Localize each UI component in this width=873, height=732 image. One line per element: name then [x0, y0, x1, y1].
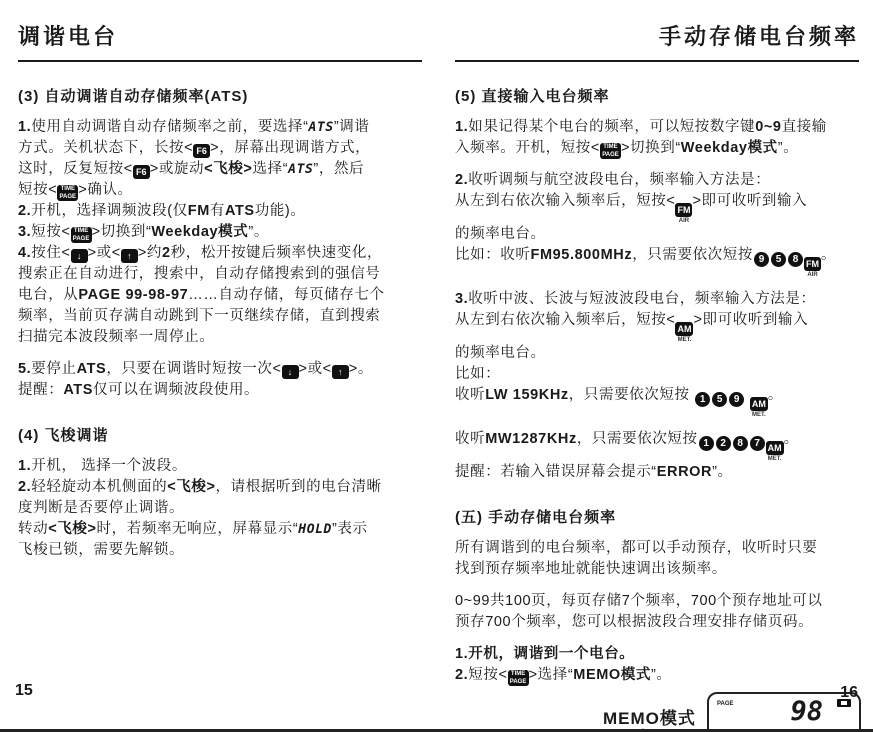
- right-page-title: 手动存储电台频率: [455, 20, 859, 62]
- key-sub-label: AIR: [807, 272, 818, 278]
- digit-key-8: 8: [733, 436, 748, 451]
- text-line: [455, 559, 859, 580]
- text-run: 从左到右依次输入频率后，短按<: [455, 312, 676, 328]
- text-line: [455, 245, 859, 278]
- text-run: 仅可以在调频波段使用。: [93, 382, 260, 398]
- text-run: 的频率电台。: [455, 345, 546, 361]
- key-am-icon: [766, 441, 784, 462]
- text-run: >或旋动: [149, 161, 205, 177]
- digit-key-7: 7: [750, 436, 765, 451]
- key-am-icon: [675, 322, 693, 343]
- text-run: ……自动存储，每页储存七个: [188, 287, 385, 303]
- text-run: ”表示: [332, 521, 368, 537]
- right-page-number: 16: [840, 684, 858, 701]
- text-run: 3.: [455, 291, 469, 307]
- text-run: 时，若频率无响应，屏幕显示“: [96, 521, 299, 537]
- text-run: 1.: [455, 119, 469, 135]
- key-sub-label: MET.: [767, 456, 782, 462]
- text-run: <飞梭>: [48, 521, 97, 537]
- text-run: FM95.800MHz: [530, 247, 633, 263]
- text-run: <飞梭>: [204, 161, 253, 177]
- text-run: ATS: [224, 203, 255, 219]
- key-down-icon: ↓: [282, 365, 299, 379]
- text-line: [455, 170, 859, 191]
- key-sub-label: MET.: [752, 412, 766, 418]
- paragraph: [455, 289, 859, 418]
- text-run: 。: [783, 431, 799, 447]
- text-run: 秒，松开按键后频率快速变化，: [170, 245, 383, 261]
- section-title: (3) 自动调谐自动存储频率(ATS): [18, 88, 249, 105]
- text-run: 如果记得某个电台的频率，可以短按数字键: [468, 119, 756, 135]
- text-line: [18, 222, 422, 243]
- text-run: ”调谐: [333, 119, 370, 135]
- text-line: [18, 201, 422, 222]
- text-run: 使用自动调谐自动存储频率之前，要选择“: [31, 119, 309, 135]
- text-line: [18, 264, 422, 285]
- text-run: >切换到“: [91, 224, 152, 240]
- text-run: 收听调频与航空波段电台，频率输入方法是：: [468, 172, 771, 188]
- text-line: [455, 138, 859, 159]
- paragraph: [18, 359, 422, 401]
- text-line: [455, 224, 859, 245]
- text-run: >。: [348, 361, 373, 377]
- text-run: >确认。: [78, 182, 133, 198]
- text-run: 短按<: [31, 224, 71, 240]
- text-line: [18, 498, 422, 519]
- key-face: AM: [751, 399, 766, 409]
- text-run: ”。: [248, 224, 269, 240]
- key-up-icon: ↑: [332, 365, 349, 379]
- text-run: 转动: [18, 521, 49, 537]
- text-run: 直接输: [781, 119, 827, 135]
- text-run: 有: [209, 203, 225, 219]
- text-run: 1.开机，调谐到一个电台。: [455, 646, 635, 662]
- key-f6-icon: F6: [193, 144, 210, 158]
- text-run: 短按<: [468, 667, 508, 683]
- text-run: 按住<: [31, 245, 71, 261]
- text-line: [18, 117, 422, 138]
- text-line: [18, 306, 422, 327]
- text-run: Weekday模式: [151, 224, 249, 240]
- key-face: AM: [767, 443, 782, 453]
- text-run: 1.: [18, 458, 32, 474]
- text-line: [18, 540, 422, 561]
- text-run: MEMO模式: [573, 667, 651, 683]
- digit-key-9: 9: [729, 392, 744, 407]
- text-run: 0~9: [755, 119, 782, 135]
- text-run: ，只要在调谐时短按一次<: [106, 361, 282, 377]
- text-line: [455, 343, 859, 364]
- text-run: 1.: [18, 119, 32, 135]
- text-run: 选择“: [252, 161, 289, 177]
- lcd-display: [707, 692, 861, 732]
- text-line: [18, 359, 422, 380]
- text-run: 2.: [18, 479, 32, 495]
- digit-key-1: 1: [695, 392, 710, 407]
- text-run: 收听中波、长波与短波波段电台，频率输入方法是：: [468, 291, 816, 307]
- text-run: 2.: [455, 172, 469, 188]
- key-sub-label: MET.: [677, 337, 692, 343]
- text-line: [455, 364, 859, 385]
- left-page: [18, 20, 422, 561]
- left-page-title: 调谐电台: [18, 20, 422, 62]
- paragraph: [18, 456, 422, 561]
- text-line: [18, 243, 422, 264]
- text-run: 。: [821, 247, 837, 263]
- text-run: 比如：收听: [455, 247, 531, 263]
- right-page: [455, 20, 859, 732]
- paragraph: [455, 170, 859, 278]
- text-run: >或<: [298, 361, 332, 377]
- paragraph: [455, 117, 859, 159]
- text-line: [455, 538, 859, 559]
- digit-key-8: 8: [788, 252, 803, 267]
- text-run: 开机， 选择一个波段。: [31, 458, 187, 474]
- text-line: [18, 159, 422, 180]
- text-run: >或<: [87, 245, 121, 261]
- text-run: 要停止: [31, 361, 77, 377]
- paragraph: [455, 591, 859, 633]
- text-line: [18, 519, 422, 540]
- text-run: HOLD: [298, 522, 332, 537]
- text-run: ”。: [712, 464, 733, 480]
- text-run: 轻轻旋动本机侧面的: [31, 479, 168, 495]
- text-line: [455, 462, 859, 483]
- text-line: [18, 180, 422, 201]
- text-run: >，屏幕出现调谐方式，: [210, 140, 371, 156]
- text-run: >切换到“: [620, 140, 681, 156]
- text-line: [455, 429, 859, 462]
- text-run: 度判断是否要停止调谐。: [18, 500, 185, 516]
- memo-mode-label: MEMO模式: [603, 709, 696, 728]
- text-run: MW1287KHz: [485, 431, 577, 447]
- text-line: [455, 644, 859, 665]
- key-face: FM: [806, 259, 819, 269]
- text-run: LW 159KHz: [485, 387, 569, 403]
- text-line: [455, 310, 859, 343]
- text-run: 频率，当前页存满自动跳到下一页继续存储，直到搜索: [18, 308, 381, 324]
- key-up-icon: ↑: [121, 249, 138, 263]
- text-run: 搜索正在自动进行，搜索中，自动存储搜索到的强信号: [18, 266, 381, 282]
- text-run: 提醒：: [18, 382, 64, 398]
- text-run: 从左到右依次输入频率后，短按<: [455, 193, 676, 209]
- text-run: 收听: [455, 431, 486, 447]
- text-run: ，只需要依次短按: [576, 431, 698, 447]
- text-run: 2.: [18, 203, 32, 219]
- text-run: Weekday模式: [680, 140, 778, 156]
- text-run: ATS: [63, 382, 94, 398]
- text-run: ”。: [777, 140, 799, 156]
- text-line: [455, 591, 859, 612]
- paragraph: [455, 429, 859, 483]
- text-line: [455, 191, 859, 224]
- paragraph: [455, 538, 859, 580]
- text-run: 所有调谐到的电台频率，都可以手动预存，收听时只要: [455, 540, 818, 556]
- text-run: 飞梭已锁，需要先解锁。: [18, 542, 185, 558]
- text-run: 3.: [18, 224, 32, 240]
- text-line: [18, 138, 422, 159]
- text-run: 开机，选择调频波段(仅: [31, 203, 188, 219]
- key-timepage-icon: TIME PAGE: [57, 185, 78, 201]
- text-run: 功能)。: [254, 203, 306, 219]
- text-run: 入频率。开机，短按<: [455, 140, 600, 156]
- key-face: AM: [677, 324, 692, 334]
- digit-key-5: 5: [771, 252, 786, 267]
- text-run: ATS: [76, 361, 107, 377]
- key-down-icon: ↓: [71, 249, 88, 263]
- key-timepage-icon: TIME PAGE: [508, 670, 529, 686]
- text-run: 方式。关机状态下，长按<: [18, 140, 194, 156]
- text-run: ERROR: [656, 464, 713, 480]
- key-fm-icon: [804, 257, 821, 278]
- text-run: 电台，从: [18, 287, 79, 303]
- left-page-number: 15: [15, 682, 33, 699]
- text-line: [455, 612, 859, 633]
- text-line: [18, 380, 422, 401]
- text-run: 。: [767, 387, 783, 403]
- text-run: 5.: [18, 361, 32, 377]
- text-line: [455, 665, 859, 686]
- digit-key-1: 1: [699, 436, 714, 451]
- text-run: 预存700个频率，您可以根据波段合理安排存储页码。: [455, 614, 814, 630]
- key-fm-icon: [675, 203, 692, 224]
- text-line: [18, 327, 422, 348]
- key-sub-label: AIR: [678, 218, 690, 224]
- digit-key-9: 9: [754, 252, 769, 267]
- text-run: FM: [187, 203, 210, 219]
- text-run: 收听: [455, 387, 486, 403]
- section-title: (4) 飞梭调谐: [18, 427, 109, 444]
- paragraph: [18, 117, 422, 348]
- left-page-sections: [18, 85, 422, 561]
- text-run: ATS: [308, 120, 334, 135]
- text-run: 扫描完本波段频率一周停止。: [18, 329, 215, 345]
- text-line: [455, 385, 859, 418]
- text-run: 这时，反复短按<: [18, 161, 133, 177]
- text-run: 2: [162, 245, 171, 261]
- lcd-page-label: PAGE: [717, 701, 734, 707]
- text-run: ATS: [288, 162, 314, 177]
- text-run: ”。: [651, 667, 672, 683]
- text-run: <飞梭>: [167, 479, 216, 495]
- lcd-page-number: 98: [790, 696, 823, 727]
- text-line: [455, 289, 859, 310]
- memo-mode-diagram: [455, 692, 859, 732]
- section-title: (5) 直接输入电台频率: [455, 88, 610, 105]
- text-run: 短按<: [18, 182, 58, 198]
- section-title: (五) 手动存储电台频率: [455, 509, 617, 526]
- text-run: >即可收听到输入: [693, 312, 809, 328]
- text-run: >选择“: [528, 667, 574, 683]
- key-timepage-icon: TIME PAGE: [600, 143, 621, 159]
- text-run: >约: [137, 245, 162, 261]
- digit-key-2: 2: [716, 436, 731, 451]
- text-run: 4.: [18, 245, 32, 261]
- text-run: ”，然后: [313, 161, 365, 177]
- text-run: 的频率电台。: [455, 226, 546, 242]
- key-f6-icon: F6: [133, 165, 150, 179]
- right-page-sections: [455, 85, 859, 686]
- text-line: [18, 285, 422, 306]
- text-run: >即可收听到输入: [692, 193, 808, 209]
- text-run: 找到预存频率地址就能快速调出该频率。: [455, 561, 727, 577]
- key-timepage-icon: TIME PAGE: [71, 227, 92, 243]
- paragraph: [455, 644, 859, 686]
- text-run: ，只需要依次短按: [568, 387, 695, 403]
- key-face: FM: [677, 205, 691, 215]
- text-run: 0~99共100页，每页存储7个频率，700个预存地址可以: [455, 593, 823, 609]
- text-run: 2.: [455, 667, 469, 683]
- text-line: [18, 456, 422, 477]
- text-line: [455, 117, 859, 138]
- text-run: 提醒：若输入错误屏幕会提示“: [455, 464, 657, 480]
- text-line: [18, 477, 422, 498]
- digit-key-5: 5: [712, 392, 727, 407]
- text-run: 比如：: [455, 366, 501, 382]
- text-run: ，只需要依次短按: [632, 247, 753, 263]
- text-run: ，请根据听到的电台清晰: [215, 479, 382, 495]
- key-am-icon: [750, 397, 768, 418]
- text-run: PAGE 99-98-97: [78, 287, 189, 303]
